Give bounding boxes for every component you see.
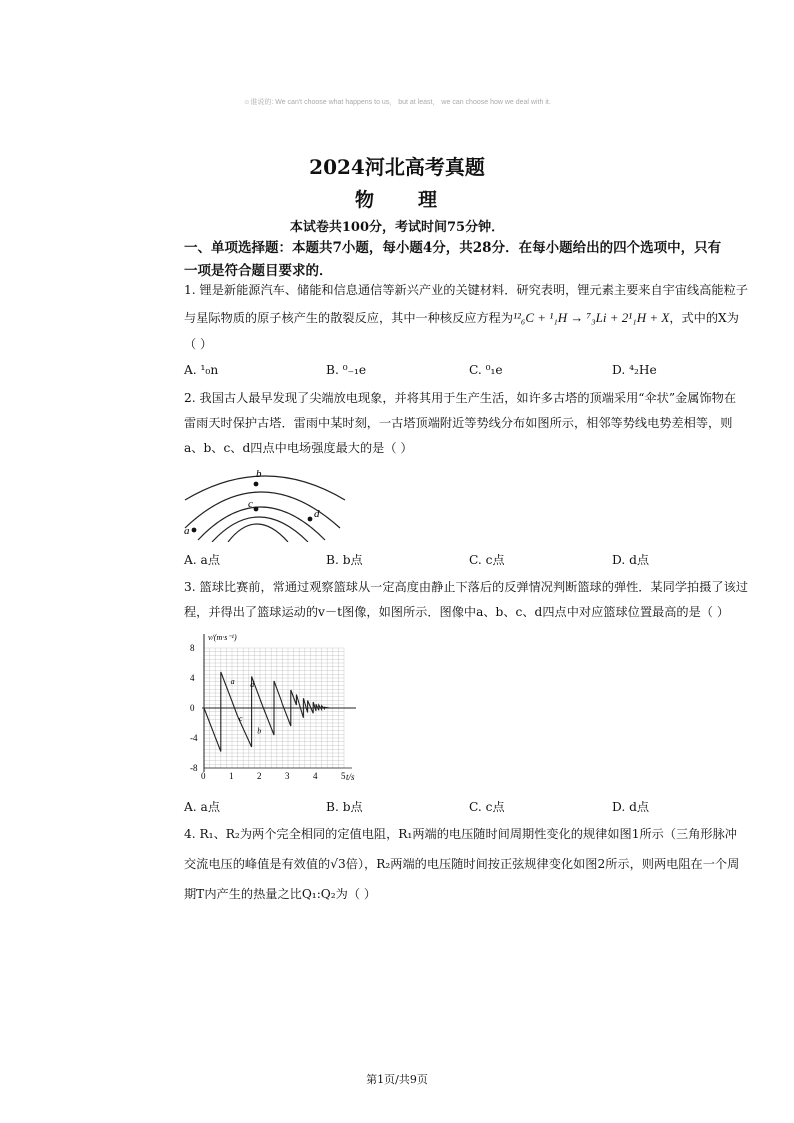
q1-option-c[interactable]: C. ⁰₁e <box>469 363 503 377</box>
equipotential-line-1 <box>185 476 345 500</box>
x-tick-label: 1 <box>229 771 234 781</box>
exam-info: 本试卷共100分，考试时间75分钟． <box>289 220 505 235</box>
q1-line2 <box>184 304 760 332</box>
q1-option-d[interactable]: D. ⁴₂He <box>612 363 657 377</box>
q3-option-c[interactable]: C. c点 <box>469 800 505 814</box>
x-tick-label: 3 <box>285 771 290 781</box>
y-tick-label: -4 <box>190 733 198 743</box>
q3-option-a[interactable]: A. a点 <box>184 800 221 814</box>
q2-option-b[interactable]: B. b点 <box>326 553 363 567</box>
x-tick-label: 2 <box>257 771 262 781</box>
section-heading-line1: 一、单项选择题：本题共7小题，每小题4分，共28分．在每小题给出的四个选项中，只有 <box>184 240 722 256</box>
x-axis-label: t/s <box>346 772 355 782</box>
q2-option-c[interactable]: C. c点 <box>469 553 505 567</box>
page-number: 第1页/共9页 <box>366 1073 428 1086</box>
q2-line2: 雷雨天时保护古塔．雷雨中某时刻，一古塔顶端附近等势线分布如图所示，相邻等势线电势差相等，则 <box>184 416 733 430</box>
y-tick-label: -8 <box>190 763 198 773</box>
q1-text-a: 与星际物质的原子核产生的散裂反应，其中一种核反应方程为 <box>184 311 514 325</box>
label-d: d <box>314 508 320 520</box>
subject-heading <box>0 185 794 212</box>
q2-line1: 2. 我国古人最早发现了尖端放电现象，并将其用于生产生活，如许多古塔的顶端采用“伞状”金属饰物在 <box>184 391 737 405</box>
y-tick-label: 8 <box>190 643 195 653</box>
x-tick-label: 5 <box>341 771 346 781</box>
y-tick-label: 0 <box>190 703 195 713</box>
point-c <box>254 507 259 512</box>
y-axis-label: v/(m·s⁻¹) <box>208 633 237 642</box>
q2-option-a[interactable]: A. a点 <box>184 553 221 567</box>
point-b <box>254 482 259 487</box>
equipotential-line-3 <box>198 507 325 540</box>
chart-ticks <box>190 643 346 781</box>
subject-char-2: 理 <box>418 189 440 211</box>
q1-option-a[interactable]: A. ¹₀n <box>184 363 219 377</box>
y-tick-label: 4 <box>190 673 195 683</box>
q1-paren: （ ） <box>184 337 213 351</box>
section-heading-line2: 一项是符合题目要求的． <box>184 263 333 279</box>
q1-line1: 1. 锂是新能源汽车、储能和信息通信等新兴产业的关键材料．研究表明，锂元素主要来自宇宙线高能粒子 <box>184 283 748 297</box>
q1-equation: ¹²₆C + ¹₁H → ⁷₃Li + 2¹₁H + X <box>513 310 670 325</box>
point-d <box>308 517 313 522</box>
q4-line1: 4. R₁、R₂为两个完全相同的定值电阻，R₁两端的电压随时间周期性变化的规律如图1所示（三角形脉冲 <box>184 827 737 841</box>
equipotential-line-4 <box>212 517 308 542</box>
q3-line1: 3. 篮球比赛前，常通过观察篮球从一定高度由静止下落后的反弹情况判断篮球的弹性．某同学拍摄了该过 <box>184 580 748 594</box>
q3-option-b[interactable]: B. b点 <box>326 800 363 814</box>
vt-chart <box>188 628 368 788</box>
point-label-d: d <box>250 680 255 689</box>
q3-line2: 程，并得出了篮球运动的v－t图像，如图所示．图像中a、b、c、d四点中对应篮球位置最高的是（ ） <box>184 605 730 619</box>
exam-title: 2024河北高考真题 <box>309 155 485 179</box>
point-a <box>192 528 197 533</box>
label-c: c <box>248 498 253 510</box>
label-a: a <box>184 525 190 537</box>
equipotential-figure <box>180 462 350 542</box>
watermark-text: ☺谁说的: We can't choose what happens to us， but at least， we can choose how we deal with it. <box>243 99 551 106</box>
q2-option-d[interactable]: D. d点 <box>612 553 650 567</box>
label-b: b <box>256 468 262 480</box>
equipotential-line-5 <box>228 524 288 542</box>
q4-line3: 期T内产生的热量之比Q₁:Q₂为（ ） <box>184 887 377 901</box>
q3-option-d[interactable]: D. d点 <box>612 800 650 814</box>
x-tick-label: 0 <box>201 771 206 781</box>
x-tick-label: 4 <box>313 771 318 781</box>
q2-line3: a、b、c、d四点中电场强度最大的是（ ） <box>184 441 413 455</box>
subject-char-1: 物 <box>354 189 376 211</box>
point-label-c: c <box>239 713 243 723</box>
point-label-b: b <box>257 726 262 736</box>
point-label-a: a <box>230 677 235 686</box>
q4-line2: 交流电压的峰值是有效值的√3倍），R₂两端的电压随时间按正弦规律变化如图2所示，则两电阻在一个周 <box>184 857 740 871</box>
q1-option-b[interactable]: B. ⁰₋₁e <box>326 363 367 377</box>
q1-text-b: ，式中的X为 <box>669 311 739 325</box>
